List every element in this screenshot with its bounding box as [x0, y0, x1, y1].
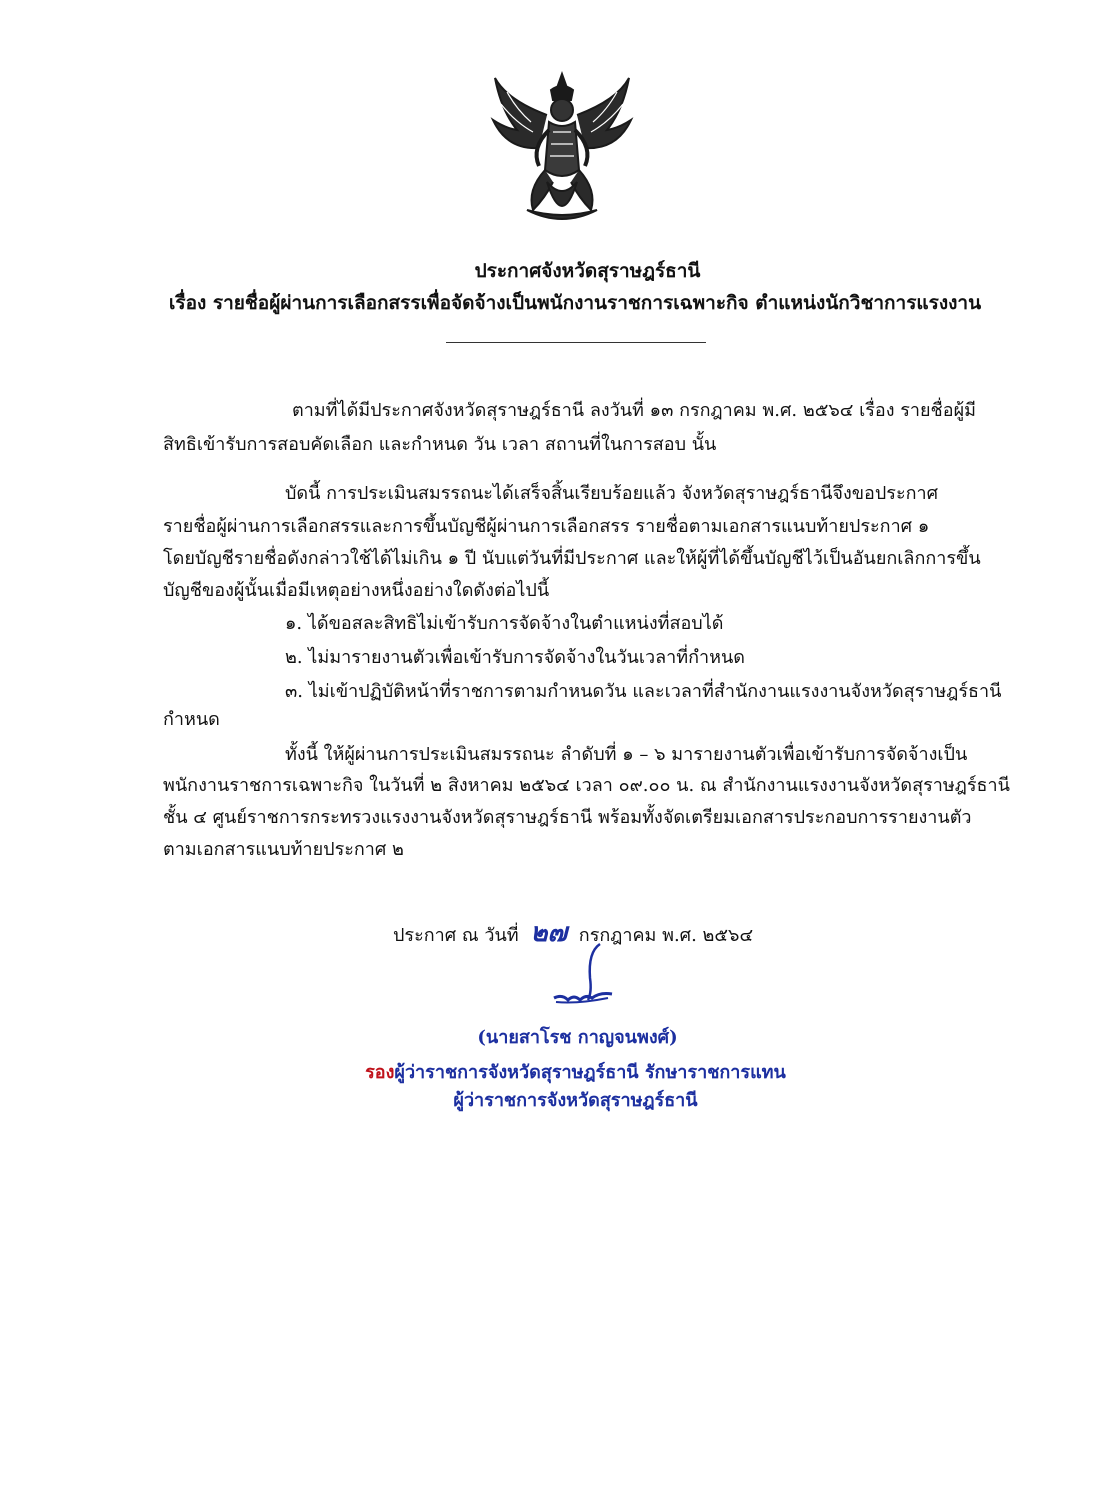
title-divider — [446, 342, 706, 343]
para3-line-4: ตามเอกสารแนบท้ายประกาศ ๒ — [163, 839, 404, 860]
para2-line-4: บัญชีของผู้นั้นเมื่อมีเหตุอย่างหนึ่งอย่างใดดังต่อไปนี้ — [163, 580, 550, 601]
list-item-2: ๒. ไม่มารายงานตัวเพื่อเข้ารับการจัดจ้างในวันเวลาที่กำหนด — [285, 647, 745, 668]
para1-line-1: ตามที่ได้มีประกาศจังหวัดสุราษฎร์ธานี ลงวันที่ ๑๓ กรกฎาคม พ.ศ. ๒๕๖๔ เรื่อง รายชื่อผู้มี — [292, 400, 976, 421]
para2-line-2: รายชื่อผู้ผ่านการเลือกสรรและการขึ้นบัญชีผู้ผ่านการเลือกสรร รายชื่อตามเอกสารแนบท้ายประกาศ ๑ — [163, 516, 930, 537]
para2-line-1: บัดนี้ การประเมินสมรรถนะได้เสร็จสิ้นเรียบร้อยแล้ว จังหวัดสุราษฎร์ธานีจึงขอประกาศ — [285, 483, 939, 504]
para3-line-2: พนักงานราชการเฉพาะกิจ ในวันที่ ๒ สิงหาคม ๒๕๖๔ เวลา ๐๙.๐๐ น. ณ สำนักงานแรงงานจังหวัดสุราษฎร์ธานี — [163, 775, 1010, 796]
subject-line: เรื่อง รายชื่อผู้ผ่านการเลือกสรรเพื่อจัดจ้างเป็นพนักงานราชการเฉพาะกิจ ตำแหน่งนักวิชาการแรงงาน — [168, 292, 982, 314]
para3-line-1: ทั้งนี้ ให้ผู้ผ่านการประเมินสมรรถนะ ลำดับที่ ๑ – ๖ มารายงานตัวเพื่อเข้ารับการจัดจ้างเป็น — [285, 744, 968, 765]
list-item-1: ๑. ได้ขอสละสิทธิไม่เข้ารับการจัดจ้างในตำแหน่งที่สอบได้ — [285, 613, 724, 634]
date-prefix: ประกาศ ณ วันที่ — [393, 925, 519, 946]
page-title: ประกาศจังหวัดสุราษฎร์ธานี — [474, 260, 701, 282]
para1-line-2: สิทธิเข้ารับการสอบคัดเลือก และกำหนด วัน เวลา สถานที่ในการสอบ นั้น — [163, 434, 717, 455]
signatory-name: (นายสาโรช กาญจนพงศ์) — [477, 1027, 678, 1048]
signatory-position-2: ผู้ว่าราชการจังหวัดสุราษฎร์ธานี — [453, 1090, 698, 1111]
date-suffix: กรกฎาคม พ.ศ. ๒๕๖๔ — [578, 925, 754, 946]
position-prefix: รอง — [365, 1062, 395, 1083]
handwritten-signature-icon — [548, 942, 618, 1012]
para2-line-3: โดยบัญชีรายชื่อดังกล่าวใช้ได้ไม่เกิน ๑ ปี นับแต่วันที่มีประกาศ และให้ผู้ที่ได้ขึ้นบัญชีไว้เป็นอันยกเลิกการขึ้น — [163, 548, 981, 569]
list-item-3: ๓. ไม่เข้าปฏิบัติหน้าที่ราชการตามกำหนดวัน และเวลาที่สำนักงานแรงงานจังหวัดสุราษฎร์ธานี — [285, 681, 1002, 702]
garuda-emblem-icon — [487, 70, 637, 228]
para3-line-3: ชั้น ๔ ศูนย์ราชการกระทรวงแรงงานจังหวัดสุราษฎร์ธานี พร้อมทั้งจัดเตรียมเอกสารประกอบการรายงานตัว — [163, 807, 972, 828]
list-item-3-continued: กำหนด — [163, 709, 220, 730]
signatory-position — [28, 1057, 1095, 1086]
date-day-handwritten: ๒๗ — [530, 918, 568, 948]
position-text: ผู้ว่าราชการจังหวัดสุราษฎร์ธานี รักษาราชการแทน — [394, 1062, 786, 1083]
